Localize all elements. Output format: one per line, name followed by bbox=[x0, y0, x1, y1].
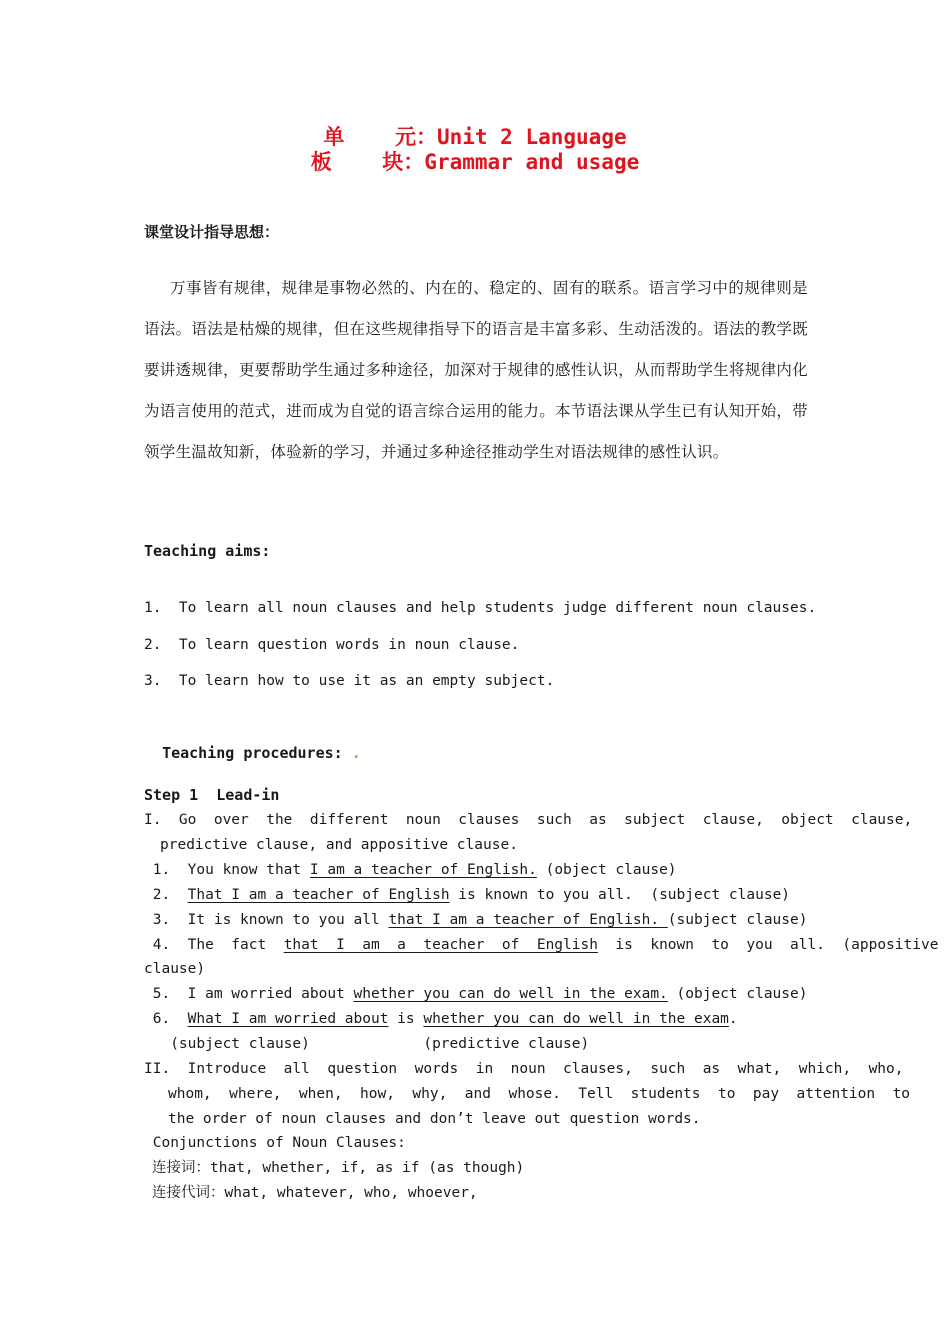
example-3-post: (subject clause) bbox=[667, 912, 808, 928]
conjunctions-line-2-label: 连接代词： bbox=[152, 1185, 225, 1201]
step1-heading: Step 1 Lead-in bbox=[144, 786, 280, 804]
conjunctions-line-1-text: that, whether, if, as if (as though) bbox=[210, 1160, 525, 1176]
part1-line-a: I. Go over the different noun clauses such as subject clause, object clause, bbox=[144, 812, 913, 828]
procedures-heading-text: Teaching procedures: bbox=[162, 744, 343, 762]
procedures-heading bbox=[144, 731, 361, 761]
example-1-pre: 1. You know that bbox=[144, 862, 310, 878]
example-5-post: (object clause) bbox=[667, 986, 808, 1002]
example-4-clause: that I am a teacher of English bbox=[283, 937, 598, 953]
example-4-post: is known to you all. (appositive bbox=[597, 937, 939, 953]
example-6-mid: is bbox=[388, 1011, 424, 1027]
example-3-clause: that I am a teacher of English. bbox=[388, 912, 668, 928]
example-2-pre: 2. bbox=[144, 887, 188, 903]
example-3-pre: 3. It is known to you all bbox=[144, 912, 389, 928]
example-1-clause: I am a teacher of English. bbox=[309, 862, 537, 878]
example-6-subject-clause: What I am worried about bbox=[187, 1011, 389, 1027]
example-6-pre: 6. bbox=[144, 1011, 188, 1027]
example-2-post: is known to you all. (subject clause) bbox=[449, 887, 791, 903]
procedures-heading-dot: . bbox=[351, 744, 361, 762]
example-2-clause: That I am a teacher of English bbox=[187, 887, 450, 903]
example-4-pre: 4. The fact bbox=[144, 937, 284, 953]
example-1-post: (object clause) bbox=[536, 862, 677, 878]
design-paragraph: 万事皆有规律，规律是事物必然的、内在的、稳定的、固有的联系。语言学习中的规律则是语法。语法是枯燥的规律，但在这些规律指导下的语言是丰富多彩、生动活泼的。语法的教学既要讲透规律，更要帮助学生通过多种途径，加深对于规律的感性认识，从而帮助学生将规律内化为语言使用的范式，进而成为自觉的语言综合运用的能力。本节语法课从学生已有认知开始，带领学生温故知新，体验新的学习，并通过多种途径推动学生对语法规律的感性认识。 bbox=[144, 279, 808, 461]
example-6 bbox=[144, 1012, 808, 1027]
conjunctions-line-2 bbox=[152, 1186, 816, 1201]
conjunctions-line-1 bbox=[152, 1161, 816, 1176]
aims-heading: Teaching aims: bbox=[144, 542, 271, 560]
design-heading: 课堂设计指导思想： bbox=[144, 223, 280, 241]
aim-item-1: 1. To learn all noun clauses and help students judge different noun clauses. bbox=[144, 600, 817, 616]
example-4 bbox=[144, 937, 939, 953]
unit-title: 单 元：Unit 2 Language bbox=[323, 125, 627, 149]
example-1 bbox=[144, 863, 808, 878]
example-3 bbox=[144, 913, 808, 928]
part2-line-b: whom, where, when, how, why, and whose. Tell students to pay attention to bbox=[168, 1086, 911, 1102]
part1-line-b: predictive clause, and appositive clause. bbox=[160, 837, 518, 853]
example-4-cont: clause) bbox=[144, 961, 206, 977]
example-5-clause: whether you can do well in the exam. bbox=[353, 986, 668, 1002]
aim-item-2: 2. To learn question words in noun clause. bbox=[144, 637, 520, 653]
conjunctions-line-2-text: what, whatever, who, whoever, bbox=[224, 1185, 478, 1201]
example-6-labels: (subject clause) (predictive clause) bbox=[144, 1036, 590, 1052]
part2-line-c: the order of noun clauses and don’t leave out question words. bbox=[168, 1111, 701, 1127]
module-title: 板 块：Grammar and usage bbox=[310, 150, 640, 174]
conjunctions-line-1-label: 连接词： bbox=[152, 1160, 210, 1176]
example-5-pre: 5. I am worried about bbox=[144, 986, 354, 1002]
example-6-post: . bbox=[728, 1011, 738, 1027]
example-6-predictive-clause: whether you can do well in the exam bbox=[423, 1011, 729, 1027]
example-2 bbox=[144, 888, 808, 903]
part2-line-a: II. Introduce all question words in noun clauses, such as what, which, who, bbox=[144, 1061, 904, 1077]
aim-item-3: 3. To learn how to use it as an empty subject. bbox=[144, 673, 555, 689]
example-5 bbox=[144, 987, 808, 1002]
conjunctions-heading: Conjunctions of Noun Clauses: bbox=[144, 1135, 406, 1151]
